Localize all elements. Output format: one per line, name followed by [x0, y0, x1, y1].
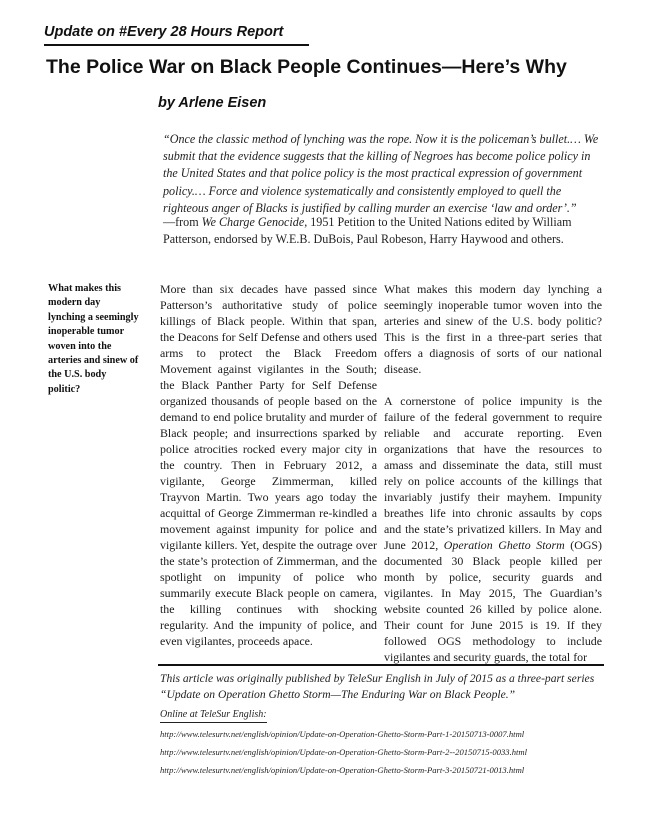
section-kicker: Update on #Every 28 Hours Report — [44, 22, 309, 46]
pull-quote: What makes this modern day lynching a seemingly inoperable tumor woven into the arteries and sinew of the U.S. body politic? — [48, 283, 139, 395]
body-paragraph: More than six decades have passed since Patterson’s authoritative study of police killings of Black people. Within that span, the Deacons for Self Defense and others used arms to protect the Black Freedom Movement against vigilantes in the South; the Black Panther Party for Self Defense organized thousands of people based on the demand to end police brutality and murder of Black people; and insurrections sparked by police atrocities rocked every major city in the country. Then in February 2012, a vigilante, George Zimmerman, killed Trayvon Martin. Two years ago today the acquittal of George Zimmerman re-kindled a movement against impunity for police and vigilante killers. Yet, despite the outrage over the state’s protection of Zimmerman, and the spotlight on impunity of police who summarily execute Black people on camera, the killing continues with shocking regularity. And the impunity of police, and even vigilantes, proceeds apace. — [160, 282, 377, 648]
article-link-part-2[interactable]: http://www.telesurtv.net/english/opinion/Update-on-Operation-Ghetto-Storm-Part-2--20150715-0033.html — [160, 747, 528, 757]
body-column-right — [384, 281, 602, 664]
epigraph-attribution — [163, 214, 608, 248]
byline: by Arlene Eisen — [158, 95, 267, 111]
paragraph-text: A cornerstone of police impunity is the failure of the federal government to require reliable and accurate reporting. Even organizations that have the resources to amass and disseminate the data, still must rely on police accounts of the killings that invariably justify their mayhem. Impunity breathes life into chronic assaults by cops and the state’s privatized killers. In May and June 2012, — [384, 394, 602, 552]
article-title: The Police War on Black People Continues—Here’s Why — [46, 56, 567, 78]
attribution-details: , 1951 Petition to the United Nations edited by William Patterson, endorsed by W.E.B. DuBois, Paul Robeson, Harry Haywood and others. — [163, 215, 572, 247]
footer-divider — [158, 664, 604, 666]
article-link-part-3[interactable]: http://www.telesurtv.net/english/opinion/Update-on-Operation-Ghetto-Storm-Part-3-20150721-0013.html — [160, 765, 525, 775]
body-paragraph: What makes this modern day lynching a seemingly inoperable tumor woven into the arteries and sinew of the U.S. body politic? This is the first in a three-part series that offers a diagnosis of sorts of our national disease. — [384, 282, 602, 376]
attribution-source-title: We Charge Genocide — [201, 215, 305, 229]
article-link-part-1[interactable]: http://www.telesurtv.net/english/opinion/Update-on-Operation-Ghetto-Storm-Part-1-20150713-0007.html — [160, 729, 525, 739]
paragraph-text: (OGS) documented 30 Black people killed per month by police, security guards and vigilantes. In May 2015, The Guardian’s website counted 26 killed by police alone. Their count for June 2015 is 19. If they followed OGS methodology to include vigilantes and security guards, the total for — [384, 538, 602, 664]
body-paragraph — [384, 393, 602, 665]
operation-name: Operation Ghetto Storm — [443, 538, 565, 552]
online-label: Online at TeleSur English: — [160, 708, 267, 723]
publication-note: This article was originally published by TeleSur English in July of 2015 as a three-part series “Update on Operation Ghetto Storm—The Enduring War on Black People.” — [160, 672, 595, 701]
attribution-prefix: —from — [163, 215, 202, 229]
body-column-left — [160, 281, 377, 653]
epigraph-quote: “Once the classic method of lynching was the rope. Now it is the policeman’s bullet.… We submit that the evidence suggests that the killing of Negroes has become police policy in the United States and that police policy is the most practical expression of government policy.… Force and violence systematically and consistently employed to quell the righteous anger of Blacks is justified by calling murder an exercise ‘law and order’.” — [163, 132, 599, 215]
